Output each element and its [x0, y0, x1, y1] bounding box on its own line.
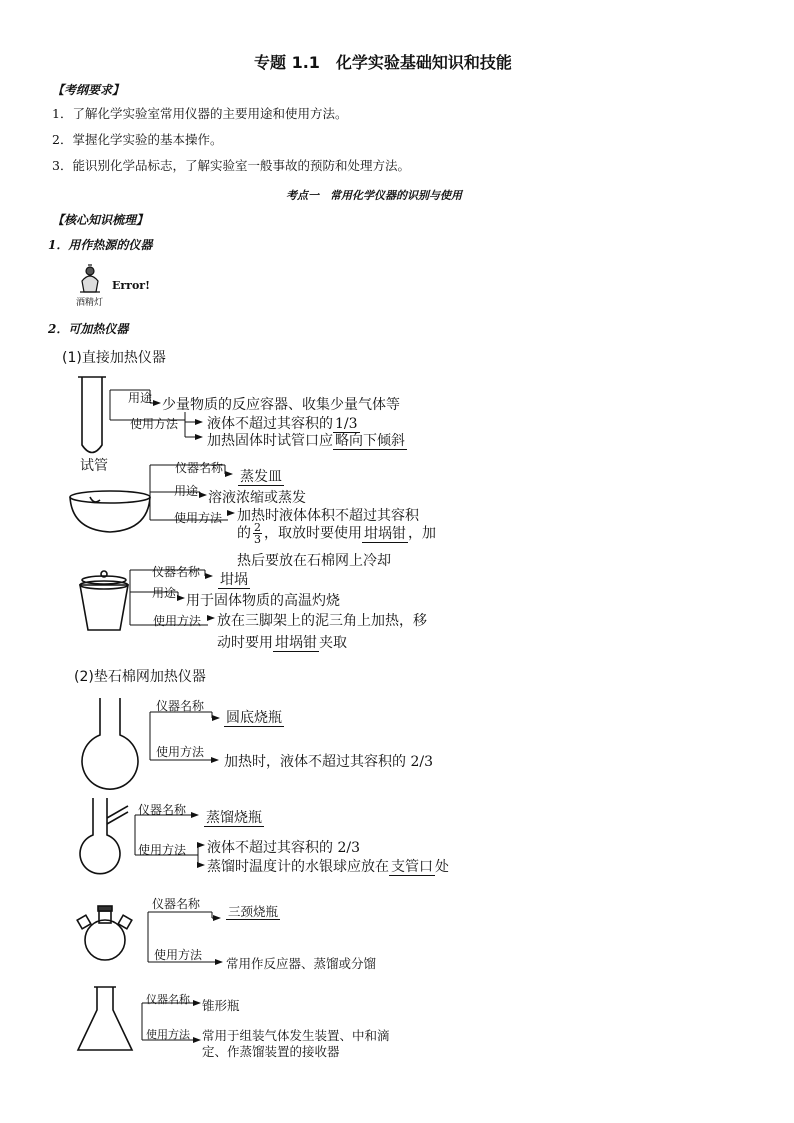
crucible-name-label: 仪器名称 — [152, 565, 201, 579]
crucible-method-2: 动时要用 坩埚钳 夹取 — [217, 635, 347, 651]
direct-heating-heading: (1)直接加热仪器 — [62, 350, 166, 366]
rb-method-text: 加热时，液体不超过其容积的 2/3 — [224, 754, 433, 770]
dish-method-3: 热后要放在石棉网上冷却 — [237, 553, 391, 569]
tube-use-text: 少量物质的反应容器、收集少量气体等 — [162, 397, 400, 413]
crucible-use-label: 用途 — [152, 586, 177, 600]
distill-method-label: 使用方法 — [138, 843, 187, 857]
error-text: Error! — [112, 279, 150, 292]
tube-method-2: 加热固体时试管口应 略向下倾斜 — [207, 433, 405, 449]
crucible-method-label: 使用方法 — [153, 614, 202, 628]
cone-method-1: 常用于组装气体发生装置、中和滴 — [202, 1028, 390, 1043]
three-neck-name-label: 仪器名称 — [152, 897, 201, 911]
three-neck-name: 三颈烧瓶 — [228, 904, 279, 919]
page-title: 专题 1.1 化学实验基础知识和技能 — [254, 53, 512, 72]
three-neck-flask-icon — [77, 906, 132, 960]
cone-name: 锥形瓶 — [202, 998, 240, 1013]
rb-name-label: 仪器名称 — [156, 699, 205, 713]
evaporating-dish-icon — [70, 491, 150, 532]
syllabus-item-3: 3．能识别化学品标志，了解实验室一般事故的预防和处理方法。 — [52, 158, 410, 173]
dish-name: 蒸发皿 — [240, 469, 282, 485]
dish-method-2: 的 $\frac{2}{3}$ ，取放时要使用 坩埚钳 ，加 — [237, 521, 436, 546]
cone-method-2: 定、作蒸馏装置的接收器 — [202, 1044, 340, 1059]
distillation-flask-icon — [80, 798, 128, 874]
distill-method-2: 蒸馏时温度计的水银球应放在 支管口 处 — [207, 859, 449, 875]
rb-method-label: 使用方法 — [156, 745, 205, 759]
tube-method-label: 使用方法 — [130, 417, 179, 431]
tube-method-1: 液体不超过其容积的 1/3 — [207, 416, 358, 432]
crucible-icon — [80, 571, 128, 630]
alcohol-lamp-label: 酒精灯 — [76, 298, 104, 308]
syllabus-item-1: 1．了解化学实验室常用仪器的主要用途和使用方法。 — [52, 106, 348, 121]
three-neck-method-label: 使用方法 — [154, 948, 203, 962]
section-1-heading: 1．用作热源的仪器 — [48, 238, 153, 252]
dish-method-label: 使用方法 — [174, 511, 223, 525]
distill-name: 蒸馏烧瓶 — [206, 810, 262, 826]
kaodian-heading: 考点一 常用化学仪器的识别与使用 — [286, 189, 462, 202]
conical-flask-icon — [78, 987, 132, 1050]
tube-name: 试管 — [80, 458, 108, 474]
alcohol-lamp-icon — [80, 265, 100, 292]
rb-name: 圆底烧瓶 — [226, 710, 282, 726]
cone-method-label: 使用方法 — [146, 1028, 190, 1041]
section-2-heading: 2．可加热仪器 — [48, 322, 129, 336]
tube-use-label: 用途 — [128, 391, 153, 405]
core-heading: 【核心知识梳理】 — [52, 213, 149, 227]
dish-method-1: 加热时液体体积不超过其容积 — [237, 508, 419, 524]
round-bottom-flask-icon — [82, 698, 138, 789]
distill-name-label: 仪器名称 — [138, 803, 187, 817]
gauze-heating-heading: (2)垫石棉网加热仪器 — [74, 669, 206, 685]
test-tube-icon — [78, 377, 106, 453]
crucible-name: 坩埚 — [220, 572, 248, 588]
distill-method-1: 液体不超过其容积的 2/3 — [207, 840, 360, 856]
dish-use-text: 溶液浓缩或蒸发 — [208, 490, 306, 506]
dish-use-label: 用途 — [174, 484, 199, 498]
crucible-method-1: 放在三脚架上的泥三角上加热，移 — [217, 613, 427, 629]
syllabus-item-2: 2．掌握化学实验的基本操作。 — [52, 132, 223, 147]
three-neck-method-text: 常用作反应器、蒸馏或分馏 — [226, 956, 377, 971]
crucible-use-text: 用于固体物质的高温灼烧 — [186, 593, 340, 609]
syllabus-heading: 【考纲要求】 — [52, 83, 125, 97]
cone-name-label: 仪器名称 — [146, 993, 190, 1006]
dish-name-label: 仪器名称 — [175, 461, 224, 475]
